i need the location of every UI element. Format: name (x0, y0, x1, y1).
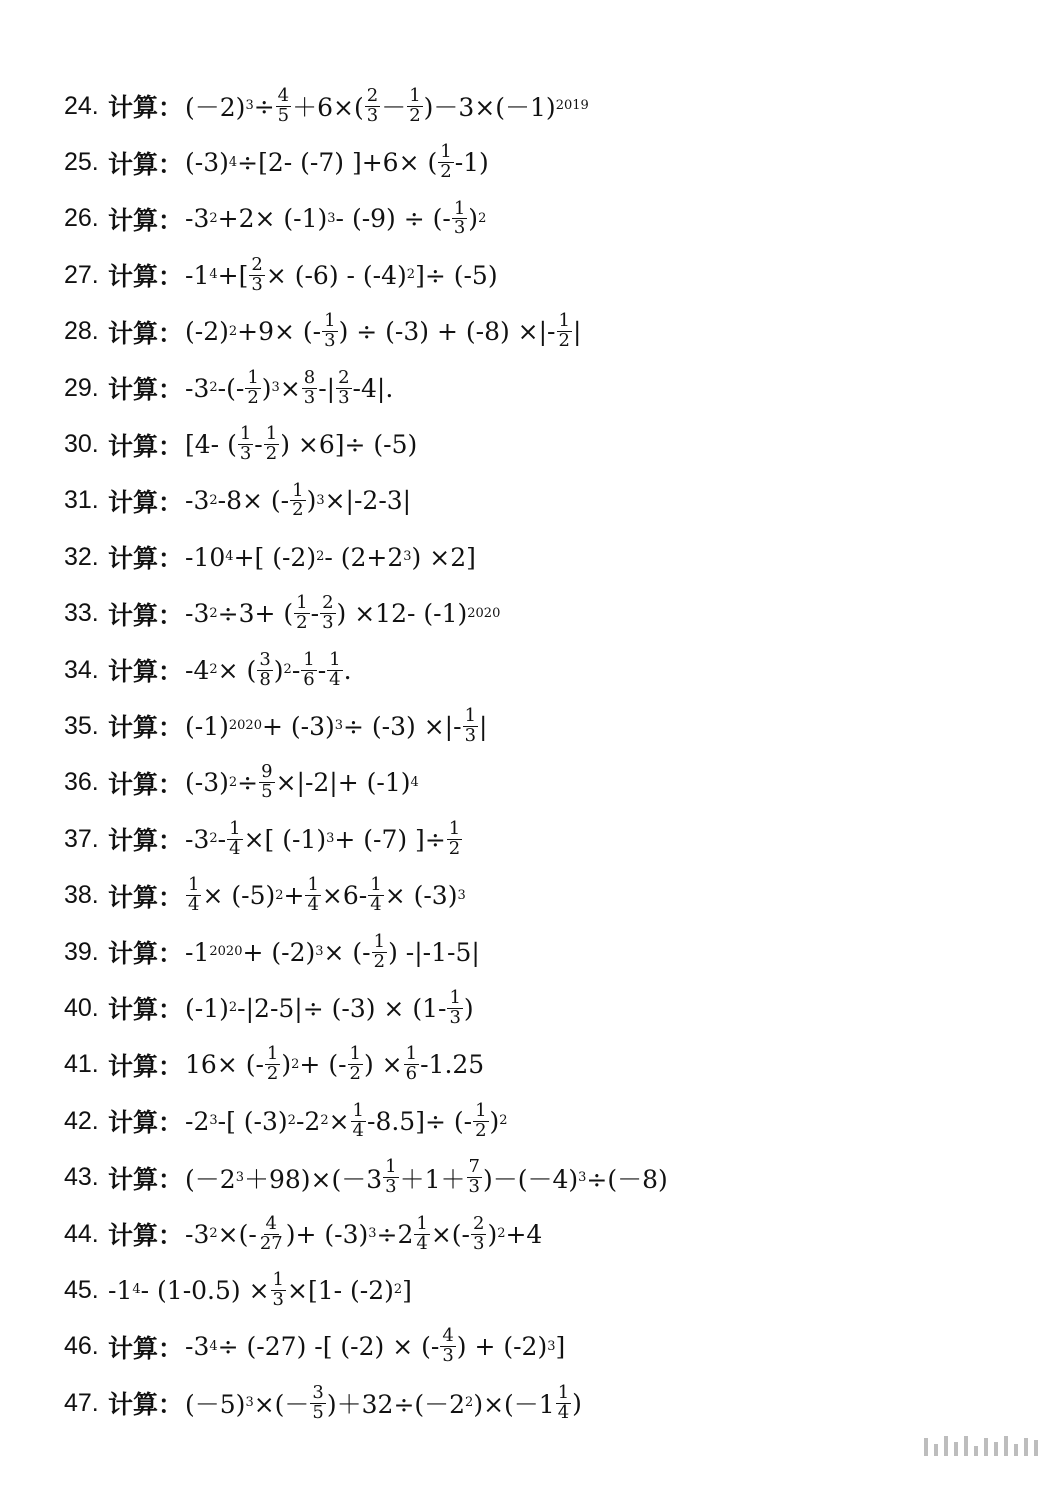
problem-expression: (－5) 3 ×(－ 3 5 )＋32÷(－2 2 )×(－1 1 4 ) (185, 1381, 582, 1423)
fraction: 1 3 (464, 705, 477, 746)
fraction: 4 3 (442, 1325, 454, 1367)
fraction: 1 2 (292, 479, 304, 521)
fraction: 1 3 (449, 987, 461, 1028)
problem-row (64, 755, 1024, 811)
fraction: 2 3 (366, 84, 379, 126)
problem-label: 计算： (108, 375, 184, 405)
problem-expression: -4 2 × ( 3 8 ) 2 - 1 6 - 1 4 . (185, 648, 352, 690)
fraction: 1 2 (373, 930, 386, 972)
problem-number: 30. (64, 430, 99, 459)
problem-number: 38. (64, 881, 99, 910)
fraction: 1 2 (247, 366, 259, 408)
fraction: 1 3 (453, 197, 466, 239)
fraction: 3 8 (259, 648, 271, 690)
fraction: 1 6 (405, 1043, 418, 1085)
problem-sheet (64, 78, 1024, 1431)
problem-number: 40. (64, 993, 99, 1022)
fraction: 1 4 (307, 874, 319, 916)
fraction: 1 2 (409, 84, 421, 126)
problem-number: 45. (64, 1275, 99, 1304)
fraction: 1 2 (349, 1043, 361, 1085)
problem-number: 43. (64, 1163, 99, 1192)
problem-expression: 1 4 × (-5) 2 + 1 4 ×6- 1 4 × (-3) 3 (188, 874, 466, 916)
problem-label: 计算： (108, 769, 184, 799)
problem-number: 29. (64, 373, 99, 402)
problem-row (64, 416, 1024, 472)
fraction: 1 4 (352, 1099, 364, 1141)
problem-row (64, 247, 1024, 303)
fraction: 1 6 (303, 648, 315, 690)
problem-label: 计算： (108, 939, 184, 969)
fraction: 1 2 (558, 310, 570, 352)
problem-expression: [4- ( 1 3 - 1 2 ) ×6]÷ (-5) (185, 423, 418, 465)
problem-number: 24. (64, 91, 99, 120)
problem-row (64, 980, 1024, 1036)
problem-row (64, 586, 1024, 642)
fraction: 1 2 (475, 1099, 487, 1141)
problem-row (64, 191, 1024, 247)
problem-label: 计算： (108, 149, 184, 179)
problem-expression: (-1) 2020 + (-3) 3 ÷ (-3) ×|- 1 3 | (185, 705, 488, 746)
problem-label: 计算： (108, 600, 184, 630)
problem-row (64, 360, 1024, 416)
problem-label: 计算： (108, 93, 184, 123)
problem-expression: (-2) 2 +9× (- 1 3 ) ÷ (-3) + (-8) ×|- 1 2 | (185, 310, 582, 352)
problem-expression: -3 2 -8× (- 1 2 ) 3 ×|-2-3| (185, 479, 412, 521)
problem-number: 37. (64, 824, 99, 853)
fraction: 9 5 (261, 761, 273, 803)
problem-expression: (－2 3 ＋98)×(－3 1 3 ＋1＋ 7 3 )－(－4) 3 ÷(－8) (185, 1156, 668, 1198)
problem-label: 计算： (108, 262, 184, 292)
fraction: 2 3 (338, 366, 350, 408)
fraction: 1 2 (296, 592, 308, 634)
problem-number: 32. (64, 542, 99, 571)
problem-number: 36. (64, 768, 99, 797)
problem-row (64, 529, 1024, 585)
problem-number: 42. (64, 1106, 99, 1135)
problem-label: 计算： (108, 1164, 184, 1194)
fraction: 1 4 (329, 648, 341, 690)
problem-label: 计算： (108, 882, 184, 912)
fraction: 3 5 (312, 1381, 324, 1423)
problem-row (64, 642, 1024, 698)
problem-row (64, 473, 1024, 529)
problem-label: 计算： (108, 544, 184, 574)
problem-number: 33. (64, 599, 99, 628)
problem-number: 34. (64, 655, 99, 684)
problem-label: 计算： (108, 713, 184, 743)
fraction: 1 4 (370, 874, 382, 916)
problem-label: 计算： (108, 318, 184, 348)
problem-row (64, 811, 1024, 867)
problem-number: 35. (64, 711, 99, 740)
problem-expression: -1 2020 + (-2) 3 × (- 1 2 ) -|-1-5| (185, 930, 480, 972)
problem-number: 26. (64, 204, 99, 233)
problem-number: 46. (64, 1332, 99, 1361)
problem-row (64, 304, 1024, 360)
problem-row (64, 134, 1024, 190)
problem-number: 27. (64, 260, 99, 289)
problem-expression: (-3) 2 ÷ 9 5 ×|-2|+ (-1) 4 (185, 761, 419, 803)
fraction: 7 3 (468, 1156, 480, 1198)
problem-expression: -3 2 -(- 1 2 ) 3 × 8 3 -| 2 3 -4|. (185, 366, 394, 408)
problem-expression: -3 2 ×(- 4 27 )+ (-3) 3 ÷2 1 4 ×(- 2 3 ) 2 +4 (185, 1212, 543, 1254)
problem-label: 计算： (108, 1108, 184, 1138)
fraction: 4 27 (259, 1212, 283, 1254)
problem-label: 计算： (108, 205, 184, 235)
problem-label: 计算： (108, 1051, 184, 1081)
problem-label: 计算： (108, 1390, 184, 1420)
problem-label: 计算： (108, 1221, 184, 1250)
problem-expression: -10 4 +[ (-2) 2 - (2+2 3 ) ×2] (185, 542, 476, 572)
problem-number: 47. (64, 1388, 99, 1417)
fraction: 2 3 (251, 253, 263, 295)
problem-label: 计算： (108, 431, 184, 461)
fraction: 2 3 (472, 1212, 485, 1254)
fraction: 1 4 (188, 874, 200, 916)
problem-expression: -3 4 ÷ (-27) -[ (-2) × (- 4 3 ) + (-2) 3 ] (185, 1325, 566, 1367)
problem-expression: 16× (- 1 2 ) 2 + (- 1 2 ) × 1 6 -1.25 (185, 1043, 485, 1085)
problem-expression: -1 4 +[ 2 3 × (-6) - (-4) 2 ]÷ (-5) (185, 253, 498, 295)
problem-expression: (-3) 4 ÷[2- (-7) ]+6× ( 1 2 -1) (185, 141, 489, 183)
problem-row (64, 1319, 1024, 1375)
problem-number: 25. (64, 148, 99, 177)
problem-expression: (-1) 2 -|2-5|÷ (-3) × (1- 1 3 ) (185, 987, 474, 1028)
problem-expression: -3 2 - 1 4 ×[ (-1) 3 + (-7) ]÷ 1 2 (185, 817, 461, 859)
fraction: 1 2 (448, 817, 461, 859)
problem-label: 计算： (108, 657, 184, 687)
problem-expression: -3 2 +2× (-1) 3 - (-9) ÷ (- 1 3 ) 2 (185, 197, 487, 239)
fraction: 1 3 (272, 1269, 284, 1310)
problem-expression: -1 4 - (1-0.5) × 1 3 ×[1- (-2) 2 ] (108, 1269, 412, 1310)
problem-row (64, 78, 1024, 134)
fraction: 2 3 (322, 592, 334, 634)
fraction: 1 2 (440, 141, 452, 183)
fraction: 1 3 (239, 423, 252, 465)
fraction: 1 3 (324, 310, 336, 352)
watermark-bars (924, 1436, 1038, 1456)
problem-number: 41. (64, 1050, 99, 1079)
problem-row (64, 1206, 1024, 1262)
fraction: 1 4 (557, 1381, 570, 1423)
problem-expression: -3 2 ÷3+ ( 1 2 - 2 3 ) ×12- (-1) 2020 (185, 592, 501, 634)
fraction: 1 3 (385, 1156, 397, 1198)
problem-row (64, 1037, 1024, 1093)
problem-label: 计算： (108, 995, 184, 1025)
fraction: 1 4 (416, 1212, 428, 1254)
problem-row (64, 1375, 1024, 1431)
problem-expression: (－2) 3 ÷ 4 5 ＋6×( 2 3 － 1 2 )－3×(－1) 2019 (185, 84, 589, 126)
problem-number: 28. (64, 317, 99, 346)
problem-row (64, 1149, 1024, 1205)
problem-label: 计算： (108, 1333, 184, 1363)
problem-number: 39. (64, 937, 99, 966)
problem-label: 计算： (108, 487, 184, 517)
fraction: 1 2 (266, 1043, 279, 1085)
fraction: 1 4 (229, 817, 241, 859)
fraction: 4 5 (277, 84, 290, 126)
problem-row (64, 698, 1024, 754)
problem-expression: -2 3 -[ (-3) 2 -2 2 × 1 4 -8.5]÷ (- 1 2 ) 2 (185, 1099, 508, 1141)
problem-number: 44. (64, 1219, 99, 1248)
problem-row (64, 1093, 1024, 1149)
fraction: 8 3 (303, 366, 316, 408)
problem-number: 31. (64, 486, 99, 515)
problem-row (64, 867, 1024, 923)
problem-row (64, 924, 1024, 980)
fraction: 1 2 (265, 423, 278, 465)
problem-label: 计算： (108, 826, 184, 856)
problem-row (64, 1262, 1024, 1318)
